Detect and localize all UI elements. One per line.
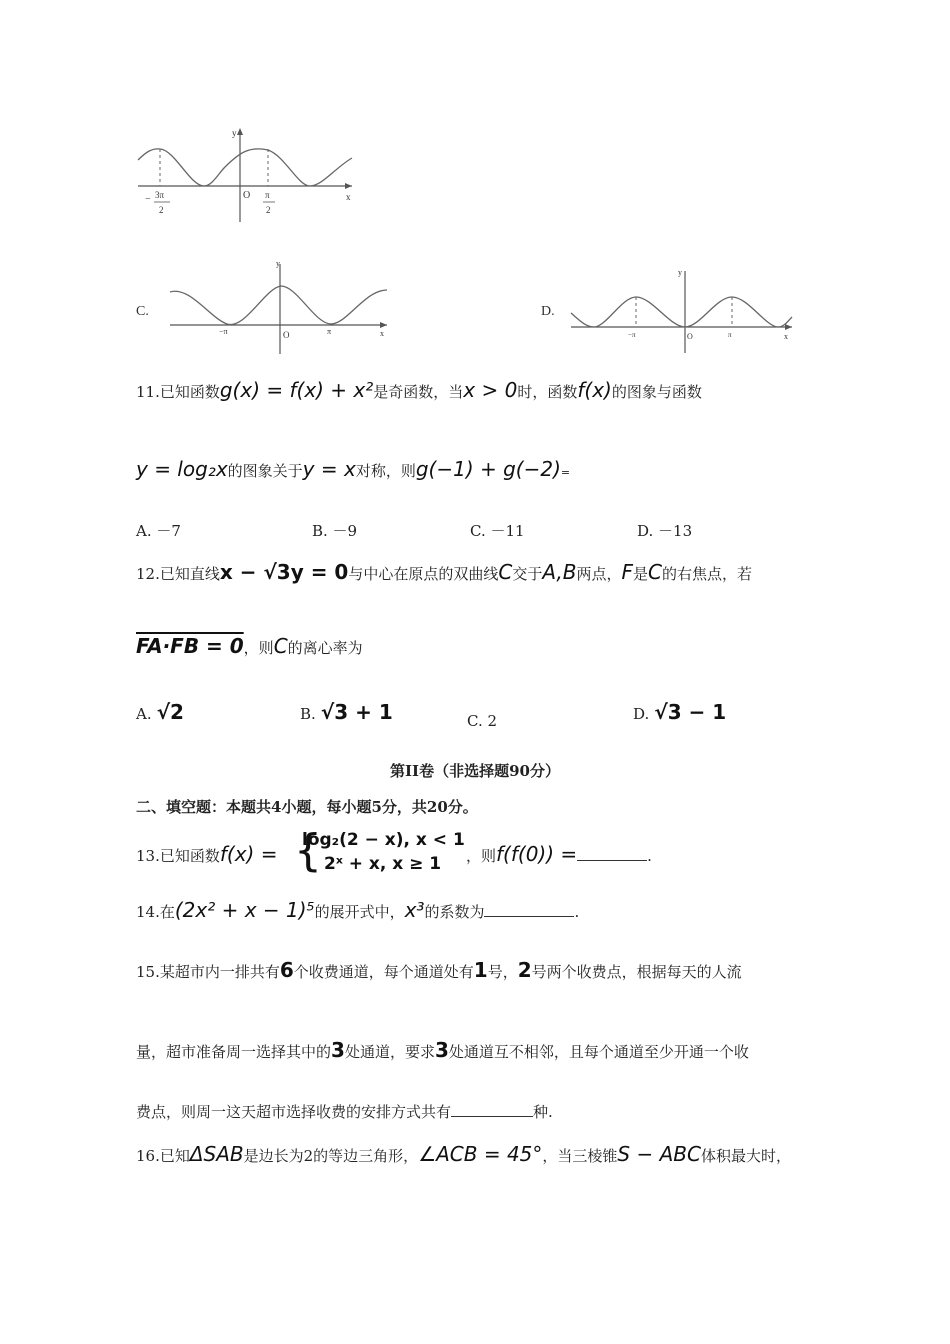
right-tick-denom: 2 [266, 205, 271, 215]
graph-top [130, 122, 370, 227]
left-tick-sign: − [145, 194, 151, 205]
q15-line3: 费点，则周一这天超市选择收费的安排方式共有 种. [136, 1103, 553, 1121]
option-c-label: C. [136, 304, 149, 319]
y-label: y [678, 268, 682, 277]
q16-pyramid: S − ABC [617, 1142, 701, 1166]
x-label: x [380, 329, 384, 338]
origin-label: O [687, 332, 693, 341]
q14-expr: (2x² + x − 1)⁵ [174, 898, 315, 922]
q11-line1: 11.已知函数g(x) = f(x) + x²是奇函数，当x > 0时，函数f(x)的图象与函数 [136, 378, 702, 402]
q11-option-a: A. －7 [136, 522, 181, 540]
option-d-label: D. [541, 304, 555, 319]
q16-angle: ∠ACB = 45° [418, 1142, 543, 1166]
left-tick: −π [628, 331, 636, 339]
q11-option-c: C. －11 [470, 522, 525, 540]
q15-line1: 15.某超市内一排共有6个收费通道，每个通道处有1号，2号两个收费点，根据每天的人流 [136, 958, 742, 982]
y-label: y [232, 128, 237, 138]
q13-brace: { [294, 825, 322, 876]
left-tick-denom: 2 [159, 205, 164, 215]
x-axis-arrow [380, 322, 387, 328]
q12-option-a: A. √2 [136, 700, 184, 724]
right-tick-num: π [265, 190, 270, 200]
q13-tail: ，则f(f(0)) = . [466, 842, 652, 866]
y-label: y [276, 259, 280, 268]
left-tick-num: 3π [155, 190, 165, 200]
q16-line: 16.已知ΔSAB是边长为2的等边三角形，∠ACB = 45°，当三棱锥S − ABC体积最大时， [136, 1142, 791, 1166]
graph-d [566, 265, 798, 357]
q13-ff: f(f(0)) = [496, 842, 578, 866]
x-axis-arrow [345, 183, 352, 189]
origin-label: O [243, 190, 251, 201]
q16-triangle: ΔSAB [189, 1142, 244, 1166]
q12-vector-expr: FA·FB = 0 [136, 634, 244, 658]
q13-answer-blank[interactable] [577, 860, 647, 861]
sine-curve [138, 149, 352, 186]
curve [571, 297, 792, 327]
q13-case2: 2ˣ + x, x ≥ 1 [324, 854, 442, 874]
x-label: x [784, 332, 788, 341]
q11-expr: g(−1) + g(−2) [415, 457, 561, 481]
q13-case1: log₂(2 − x), x < 1 [302, 830, 465, 850]
q11-option-d: D. －13 [637, 522, 693, 540]
q11-cond: x > 0 [463, 378, 518, 402]
q11-g-def: g(x) = f(x) + x² [219, 378, 374, 402]
q15-answer-blank[interactable] [451, 1116, 533, 1117]
origin-label: O [283, 330, 290, 340]
graph-c [165, 258, 395, 358]
q11-option-b: B. －9 [312, 522, 358, 540]
q12-option-d: D. √3 − 1 [633, 700, 727, 724]
section-title: 第II卷（非选择题90分） [390, 762, 560, 780]
cosine-curve [170, 286, 387, 325]
right-tick: π [728, 331, 732, 339]
q11-line2: y = log₂x的图象关于y = x对称，则g(−1) + g(−2)= [136, 457, 571, 481]
q12-option-c: C. 2 [467, 712, 498, 730]
q13-line: 13.已知函数f(x) = [136, 842, 278, 866]
section-heading: 二、填空题：本题共4小题，每小题5分，共20分。 [136, 798, 478, 816]
q14-answer-blank[interactable] [484, 916, 574, 917]
left-tick: −π [219, 327, 228, 336]
q14-line: 14.在(2x² + x − 1)⁵的展开式中，x³的系数为 . [136, 898, 580, 922]
q12-line1: 12.已知直线x − √3y = 0与中心在原点的双曲线C交于A,B两点，F是C的右焦点，若 [136, 560, 753, 584]
q12-option-b: B. √3 + 1 [300, 700, 393, 724]
y-axis-arrow [237, 128, 243, 135]
q12-line2: FA·FB = 0，则C的离心率为 [136, 634, 363, 658]
x-label: x [346, 192, 351, 202]
x-axis-arrow [785, 324, 792, 330]
right-tick: π [327, 327, 332, 336]
q12-line: x − √3y = 0 [219, 560, 349, 584]
q15-line2: 量，超市准备周一选择其中的3处通道，要求3处通道互不相邻，且每个通道至少开通一个收 [136, 1038, 749, 1062]
q11-log: y = log₂x [136, 457, 228, 481]
